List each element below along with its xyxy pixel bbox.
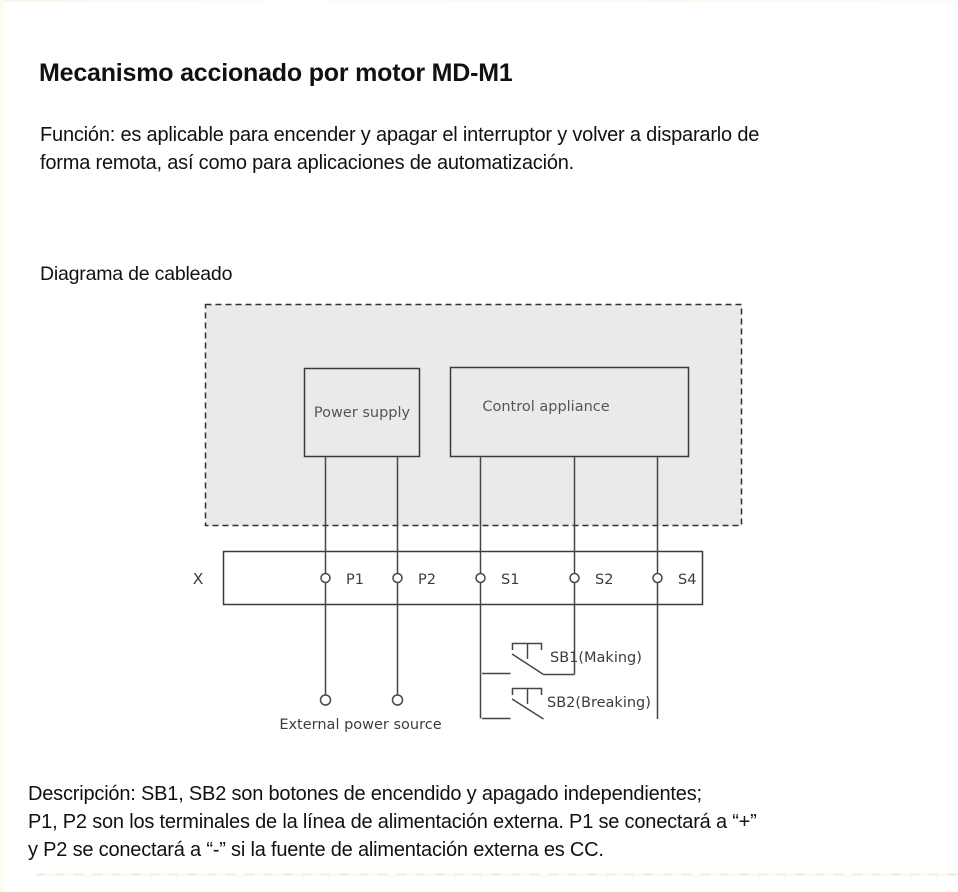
terminal-point-s4 <box>653 574 662 583</box>
page-left-edge <box>0 0 4 892</box>
terminal-label-p1: P1 <box>346 572 364 588</box>
descripcion-line-2: P1, P2 son los terminales de la línea de alimentación externa. P1 se conectará a “+” <box>28 811 757 833</box>
page-title: Mecanismo accionado por motor MD-M1 <box>39 58 513 87</box>
torn-edge-bottom <box>36 873 958 876</box>
descripcion-paragraph <box>28 780 757 864</box>
wiring-diagram-heading: Diagrama de cableado <box>40 263 233 285</box>
funcion-paragraph <box>40 121 759 177</box>
terminal-label-p2: P2 <box>418 572 436 588</box>
external-source-terminal-p2 <box>393 695 403 705</box>
torn-edge-top <box>0 0 958 2</box>
terminal-label-s1: S1 <box>501 572 520 588</box>
terminal-point-p1 <box>321 574 330 583</box>
terminal-point-s1 <box>476 574 485 583</box>
funcion-line-2: forma remota, así como para aplicaciones de automatización. <box>40 152 575 174</box>
wiring-diagram <box>180 295 760 750</box>
external-power-source-label: External power source <box>279 717 442 733</box>
terminal-label-s2: S2 <box>595 572 614 588</box>
terminal-point-p2 <box>393 574 402 583</box>
terminal-point-s2 <box>570 574 579 583</box>
funcion-line-1: Función: es aplicable para encender y apagar el interruptor y volver a dispararlo de <box>40 124 760 146</box>
control-appliance-label: Control appliance <box>482 399 610 415</box>
terminal-strip <box>224 552 703 605</box>
sb1-label: SB1(Making) <box>550 650 642 666</box>
descripcion-line-1: Descripción: SB1, SB2 son botones de encendido y apagado independientes; <box>28 783 702 805</box>
power-supply-label: Power supply <box>313 405 411 421</box>
terminal-strip-x-label: X <box>192 570 204 588</box>
descripcion-line-3: y P2 se conectará a “-” si la fuente de alimentación externa es CC. <box>28 839 604 861</box>
sb2-label: SB2(Breaking) <box>547 695 651 711</box>
sb2-pushbutton-symbol <box>482 689 544 720</box>
external-source-terminal-p1 <box>321 695 331 705</box>
terminal-label-s4: S4 <box>678 572 697 588</box>
